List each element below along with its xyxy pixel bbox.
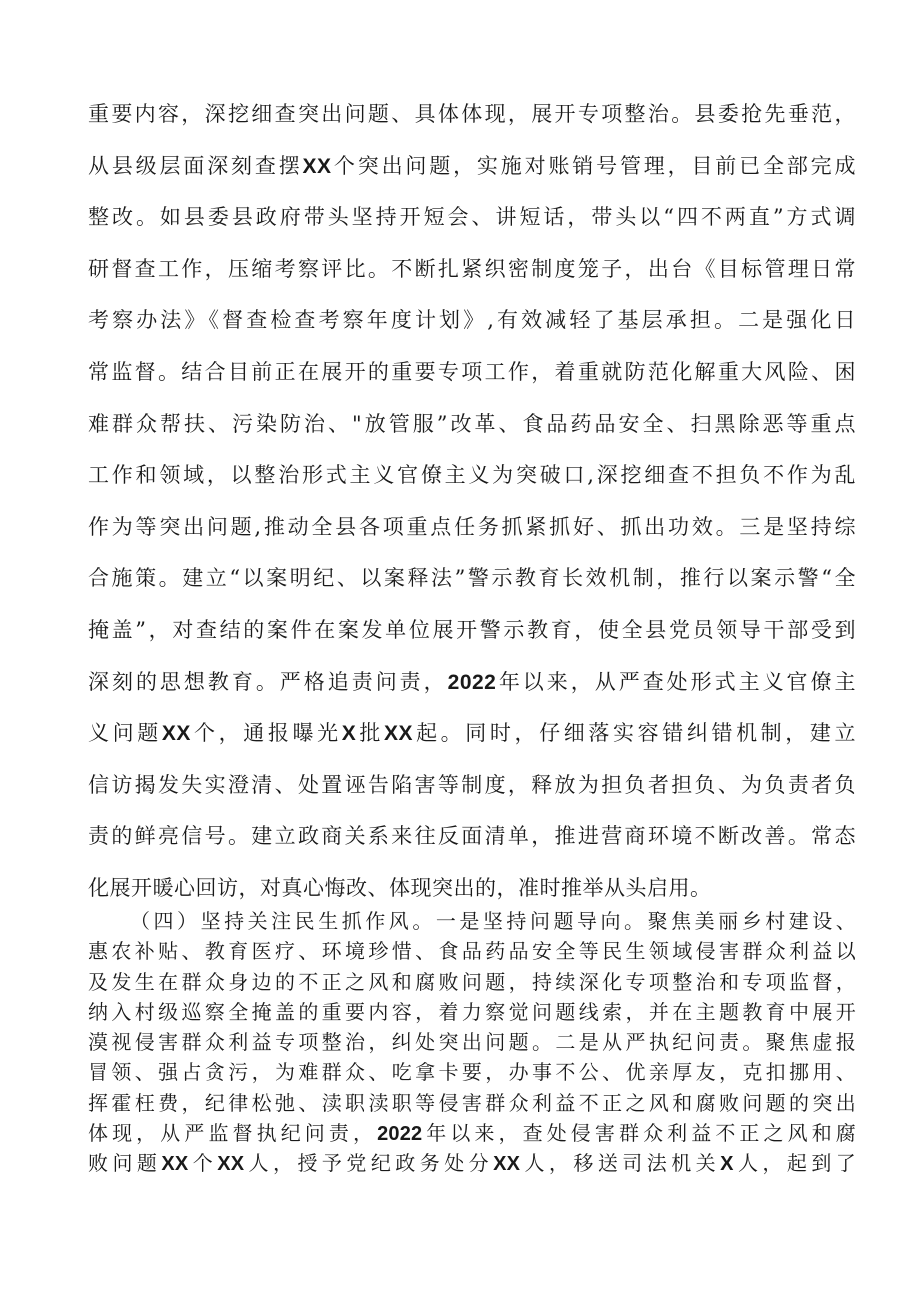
paragraph-livelihood-section	[88, 906, 856, 1179]
text-line: 惠农补贴、教育医疗、环境珍惜、食品药品安全等民生领域侵害群众利益以	[88, 939, 856, 964]
text-line: 难群众帮扶、污染防治、"放管服”改革、食品药品安全、扫黑除恶等重点	[88, 411, 856, 436]
text-line: 责的鲜亮信号。建立政商关系来往反面清单，推进营商环境不断改善。常态	[88, 824, 856, 849]
text-line: 重要内容，深挖细查突出问题、具体体现，展开专项整治。县委抢先垂范，	[88, 102, 856, 126]
text-line: 深刻的思想教育。严格追责问责，2022年以来，从严查处形式主义官僚主	[88, 669, 856, 694]
text-line: 合施策。建立“以案明纪、以案释法”警示教育长效机制，推行以案示警“全	[88, 566, 856, 591]
text-line: 纳入村级巡察全掩盖的重要内容，着力察觉问题线索，并在主题教育中展开	[88, 999, 856, 1024]
text-line: 常监督。结合目前正在展开的重要专项工作，着重就防范化解重大风险、困	[88, 359, 856, 384]
text-line: 整改。如县委县政府带头坚持开短会、讲短话，带头以“四不两直”方式调	[88, 205, 856, 230]
text-line: 冒领、强占贪污，为难群众、吃拿卡要，办事不公、优亲厚友，克扣挪用、	[88, 1060, 856, 1085]
text-line: 考察办法》《督查检查考察年度计划》,有效减轻了基层承担。二是强化日	[88, 308, 856, 333]
text-line: 工作和领域，以整治形式主义官僚主义为突破口,深挖细查不担负不作为乱	[88, 463, 856, 488]
text-line: 及发生在群众身边的不正之风和腐败问题，持续深化专项整治和专项监督，	[88, 969, 856, 994]
text-line: 化展开暖心回访，对真心悔改、体现突出的，准时推举从头启用。	[88, 875, 712, 900]
text-line: 体现，从严监督执纪问责，2022年以来，查处侵害群众利益不正之风和腐	[88, 1121, 856, 1146]
text-line: 败问题XX个XX人，授予党纪政务处分XX人，移送司法机关X人，起到了	[88, 1151, 856, 1176]
text-line: 作为等突出问题,推动全县各项重点任务抓紧抓好、抓出功效。三是坚持综	[88, 514, 856, 539]
text-line: 从县级层面深刻查摆XX个突出问题，实施对账销号管理，目前已全部完成	[88, 153, 857, 178]
text-line: 掩盖”，对查结的案件在案发单位展开警示教育，使全县党员领导干部受到	[88, 617, 856, 642]
text-line: 信访揭发失实澄清、处置诬告陷害等制度，释放为担负者担负、为负责者负	[88, 772, 856, 797]
text-line: 义问题XX个，通报曝光X批XX起。同时，仔细落实容错纠错机制，建立	[88, 721, 857, 746]
text-line: （四）坚持关注民生抓作风。一是坚持问题导向。聚焦美丽乡村建设、	[130, 909, 856, 933]
text-line: 挥霍枉费，纪律松弛、渎职渎职等侵害群众利益不正之风和腐败问题的突出	[88, 1090, 856, 1115]
text-line: 漠视侵害群众利益专项整治，纠处突出问题。二是从严执纪问责。聚焦虚报	[88, 1030, 856, 1055]
paragraph-governance-measures	[88, 96, 856, 922]
text-line: 研督查工作，压缩考察评比。不断扎紧织密制度笼子，出台《目标管理日常	[88, 256, 856, 281]
